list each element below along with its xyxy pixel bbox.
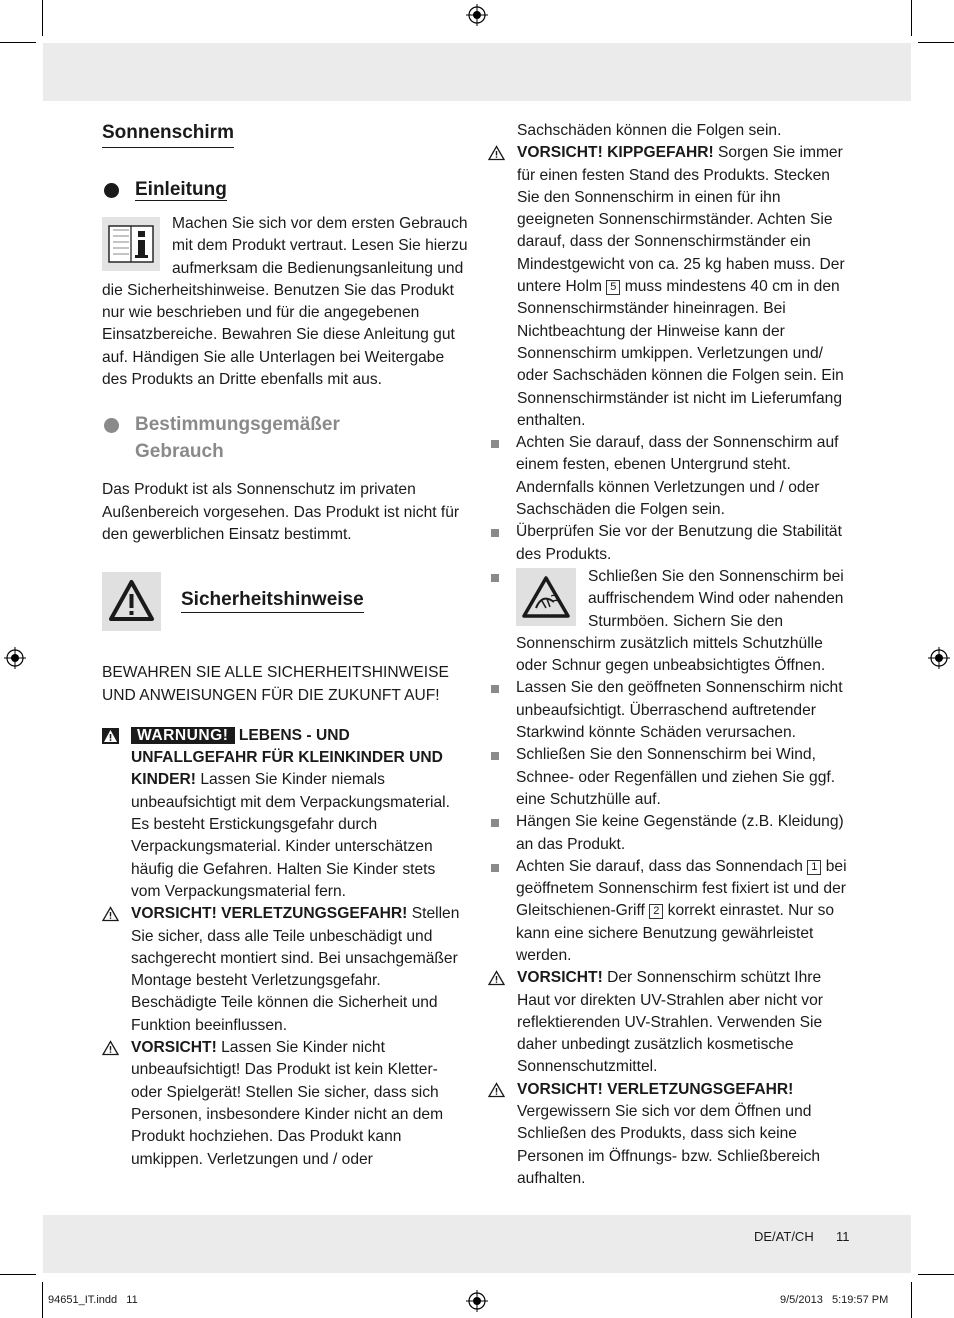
warning-bold: VORSICHT!	[517, 969, 603, 987]
warning-block	[102, 903, 468, 1037]
bullet-dot-icon	[104, 183, 119, 198]
list-item	[488, 677, 854, 744]
warning-block	[488, 967, 854, 1078]
list-item-text: Schließen Sie den Sonnenschirm bei Wind, Schnee- oder Regenfällen und ziehen Sie ggf. eine Schutzhülle auf.	[516, 746, 836, 808]
warning-badge: WARNUNG!	[131, 727, 235, 744]
warning-block	[102, 1037, 468, 1171]
list-item-text: Lassen Sie den geöffneten Sonnenschirm nicht unbeaufsichtigt. Überraschend auftretender Starkwind könnte Schäden verursachen.	[516, 679, 843, 742]
warning-text: Lassen Sie Kinder nicht unbeaufsichtigt! Das Produkt ist kein Kletter- oder Spielgerät! Stellen Sie sicher, dass sich Personen, insbesondere Kinder nicht an dem Produkt hochziehen. Das Produkt kann umkippen. Verletzungen und / oder	[131, 1039, 444, 1168]
section-heading: Sicherheitshinweise	[181, 588, 364, 613]
slug-datetime: 9/5/2013 5:19:57 PM	[780, 1294, 889, 1306]
part-reference: 2	[649, 904, 663, 919]
crop-mark	[0, 42, 36, 43]
manual-info-icon	[102, 217, 160, 271]
square-bullet-icon	[491, 819, 499, 827]
warning-block	[102, 725, 468, 903]
warning-text: Sorgen Sie immer für einen festen Stand des Produkts. Stecken Sie den Sonnenschirm in einen für ihn geeigneten Sonnenschirmständer. Achten Sie darauf, dass der Sonnenschirmständer ein Mindestgewicht von ca. 25 kg haben muss. Der untere Holm	[517, 144, 845, 296]
registration-mark-icon	[466, 4, 488, 26]
registration-mark-icon	[928, 647, 950, 669]
caution-triangle-icon	[488, 1082, 505, 1098]
square-bullet-icon	[491, 864, 499, 872]
registration-mark-icon	[4, 647, 26, 669]
list-item	[488, 432, 854, 521]
continued-text: Sachschäden können die Folgen sein.	[517, 122, 782, 139]
warning-text: Lassen Sie Kinder niemals unbeaufsichtigt mit dem Verpackungsmaterial. Es besteht Erstickungsgefahr durch Verpackungsmaterial. Kinder unterschätzen häufig die Gefahren. Halten Sie Kinder stets vom Verpackungsmaterial fern.	[131, 771, 450, 900]
square-bullet-icon	[491, 574, 499, 582]
section-sicherheit	[102, 568, 468, 654]
registration-mark-icon	[466, 1290, 488, 1312]
bullet-dot-icon	[104, 418, 119, 433]
square-bullet-icon	[491, 440, 499, 448]
crop-mark	[918, 1274, 954, 1275]
section-heading: Einleitung	[135, 179, 227, 200]
list-item	[488, 744, 854, 811]
warning-bold: VORSICHT! KIPPGEFAHR!	[517, 144, 714, 162]
section-bestimmung	[102, 411, 468, 465]
crop-mark	[911, 1282, 912, 1318]
footer-region: DE/AT/CH	[754, 1229, 814, 1244]
caution-triangle-icon	[488, 145, 505, 161]
crop-mark	[911, 0, 912, 36]
warning-block	[488, 142, 854, 432]
warning-triangle-icon	[102, 572, 161, 631]
caution-triangle-icon	[102, 1040, 119, 1056]
list-item-text: Achten Sie darauf, dass das Sonnendach	[516, 857, 808, 875]
warning-bold: LEBENS - UND UNFALLGEFAHR FÜR KLEINKINDER UND KINDER!	[131, 726, 443, 789]
document-title: Sonnenschirm	[102, 120, 234, 148]
usage-text: Das Produkt ist als Sonnenschutz im privaten Außenbereich vorgesehen. Das Produkt ist nicht für den gewerblichen Einsatz bestimmt.	[102, 481, 460, 543]
square-bullet-icon	[491, 752, 499, 760]
crop-mark	[42, 1282, 43, 1318]
footer-band	[43, 1215, 911, 1273]
list-item-text: Hängen Sie keine Gegenstände (z.B. Kleidung) an das Produkt.	[516, 813, 844, 853]
list-item	[488, 521, 854, 566]
caps-notice: BEWAHREN SIE ALLE SICHERHEITSHINWEISE UND ANWEISUNGEN FÜR DIE ZUKUNFT AUF!	[102, 664, 449, 704]
section-heading-line1: Bestimmungsgemäßer	[135, 414, 340, 436]
part-reference: 1	[807, 860, 821, 875]
list-item	[488, 856, 854, 967]
crop-mark	[918, 42, 954, 43]
header-band	[43, 43, 911, 101]
page-number: 11	[836, 1229, 850, 1244]
list-item	[488, 811, 854, 856]
list-item-text: korrekt einrastet. Nur so kann eine sichere Benutzung gewährleistet werden.	[516, 902, 835, 964]
square-bullet-icon	[491, 685, 499, 693]
crop-mark	[0, 1274, 36, 1275]
caution-triangle-icon	[488, 970, 505, 986]
list-item-text: Achten Sie darauf, dass der Sonnenschirm auf einem festen, ebenen Untergrund steht. Andernfalls können Verletzungen und / oder Sachschäden die Folgen sein.	[516, 434, 839, 519]
intro-text: Machen Sie sich vor dem ersten Gebrauch mit dem Produkt vertraut. Lesen Sie hierzu aufmerksam die Bedienungsanleitung und die Sicherheitshinweise. Benutzen Sie das Produkt nur wie beschrieben und für die angegebenen Einsatzbereiche. Bewahren Sie diese Anleitung gut auf. Händigen Sie alle Unterlagen bei Weitergabe des Produkts an Dritte ebenfalls mit aus.	[102, 215, 468, 389]
slug-file: 94651_IT.indd 11	[48, 1294, 138, 1306]
warning-bold: VORSICHT! VERLETZUNGSGEFAHR!	[131, 905, 408, 923]
part-reference: 5	[606, 280, 620, 295]
warning-triangle-icon	[102, 728, 119, 744]
warning-bold: VORSICHT! VERLETZUNGSGEFAHR!	[517, 1080, 794, 1098]
wind-warning-icon	[516, 568, 576, 626]
section-heading-line2: Gebrauch	[135, 441, 224, 463]
square-bullet-icon	[491, 529, 499, 537]
right-column	[488, 120, 854, 1190]
warning-block	[488, 1079, 854, 1190]
list-item-text: bei geöffnetem Sonnenschirm fest fixiert ist und der Gleitschienen-Griff	[516, 857, 847, 920]
section-einleitung	[102, 176, 468, 203]
warning-bold: VORSICHT!	[131, 1039, 217, 1057]
caution-triangle-icon	[102, 906, 119, 922]
warning-text: muss mindestens 40 cm in den Sonnenschirmständer hineinragen. Bei Nichtbeachtung der Hinweise kann der Sonnenschirm umkippen. Verletzungen und/ oder Sachschäden können die Folgen sein. Ein Sonnenschirmständer ist nicht im Lieferumfang enthalten.	[517, 278, 844, 429]
left-column	[102, 120, 468, 1171]
list-item-text: Überprüfen Sie vor der Benutzung die Stabilität des Produkts.	[516, 523, 842, 563]
list-item-text: Schließen Sie den Sonnenschirm bei auffrischendem Wind oder nahenden Sturmböen. Sichern Sie den Sonnenschirm zusätzlich mittels Schutzhülle oder Schnur gegen unbeabsichtigtes Öffnen.	[516, 567, 844, 675]
warning-text: Vergewissern Sie sich vor dem Öffnen und Schließen des Produkts, dass sich keine Personen im Öffnungs- bzw. Schließbereich aufhalten.	[517, 1103, 821, 1187]
crop-mark	[42, 0, 43, 36]
list-item	[488, 566, 854, 677]
warning-text: Der Sonnenschirm schützt Ihre Haut vor direkten UV-Strahlen aber nicht vor reflektierenden UV-Strahlen. Verwenden Sie daher unbedingt zusätzlich kosmetische Sonnenschutzmittel.	[517, 969, 823, 1076]
warning-text: Stellen Sie sicher, dass alle Teile unbeschädigt und sachgerecht montiert sind. Bei unsachgemäßer Montage besteht Verletzungsgefahr. Beschädigte Teile können die Sicherheit und Funktion beeinflussen.	[131, 905, 460, 1034]
